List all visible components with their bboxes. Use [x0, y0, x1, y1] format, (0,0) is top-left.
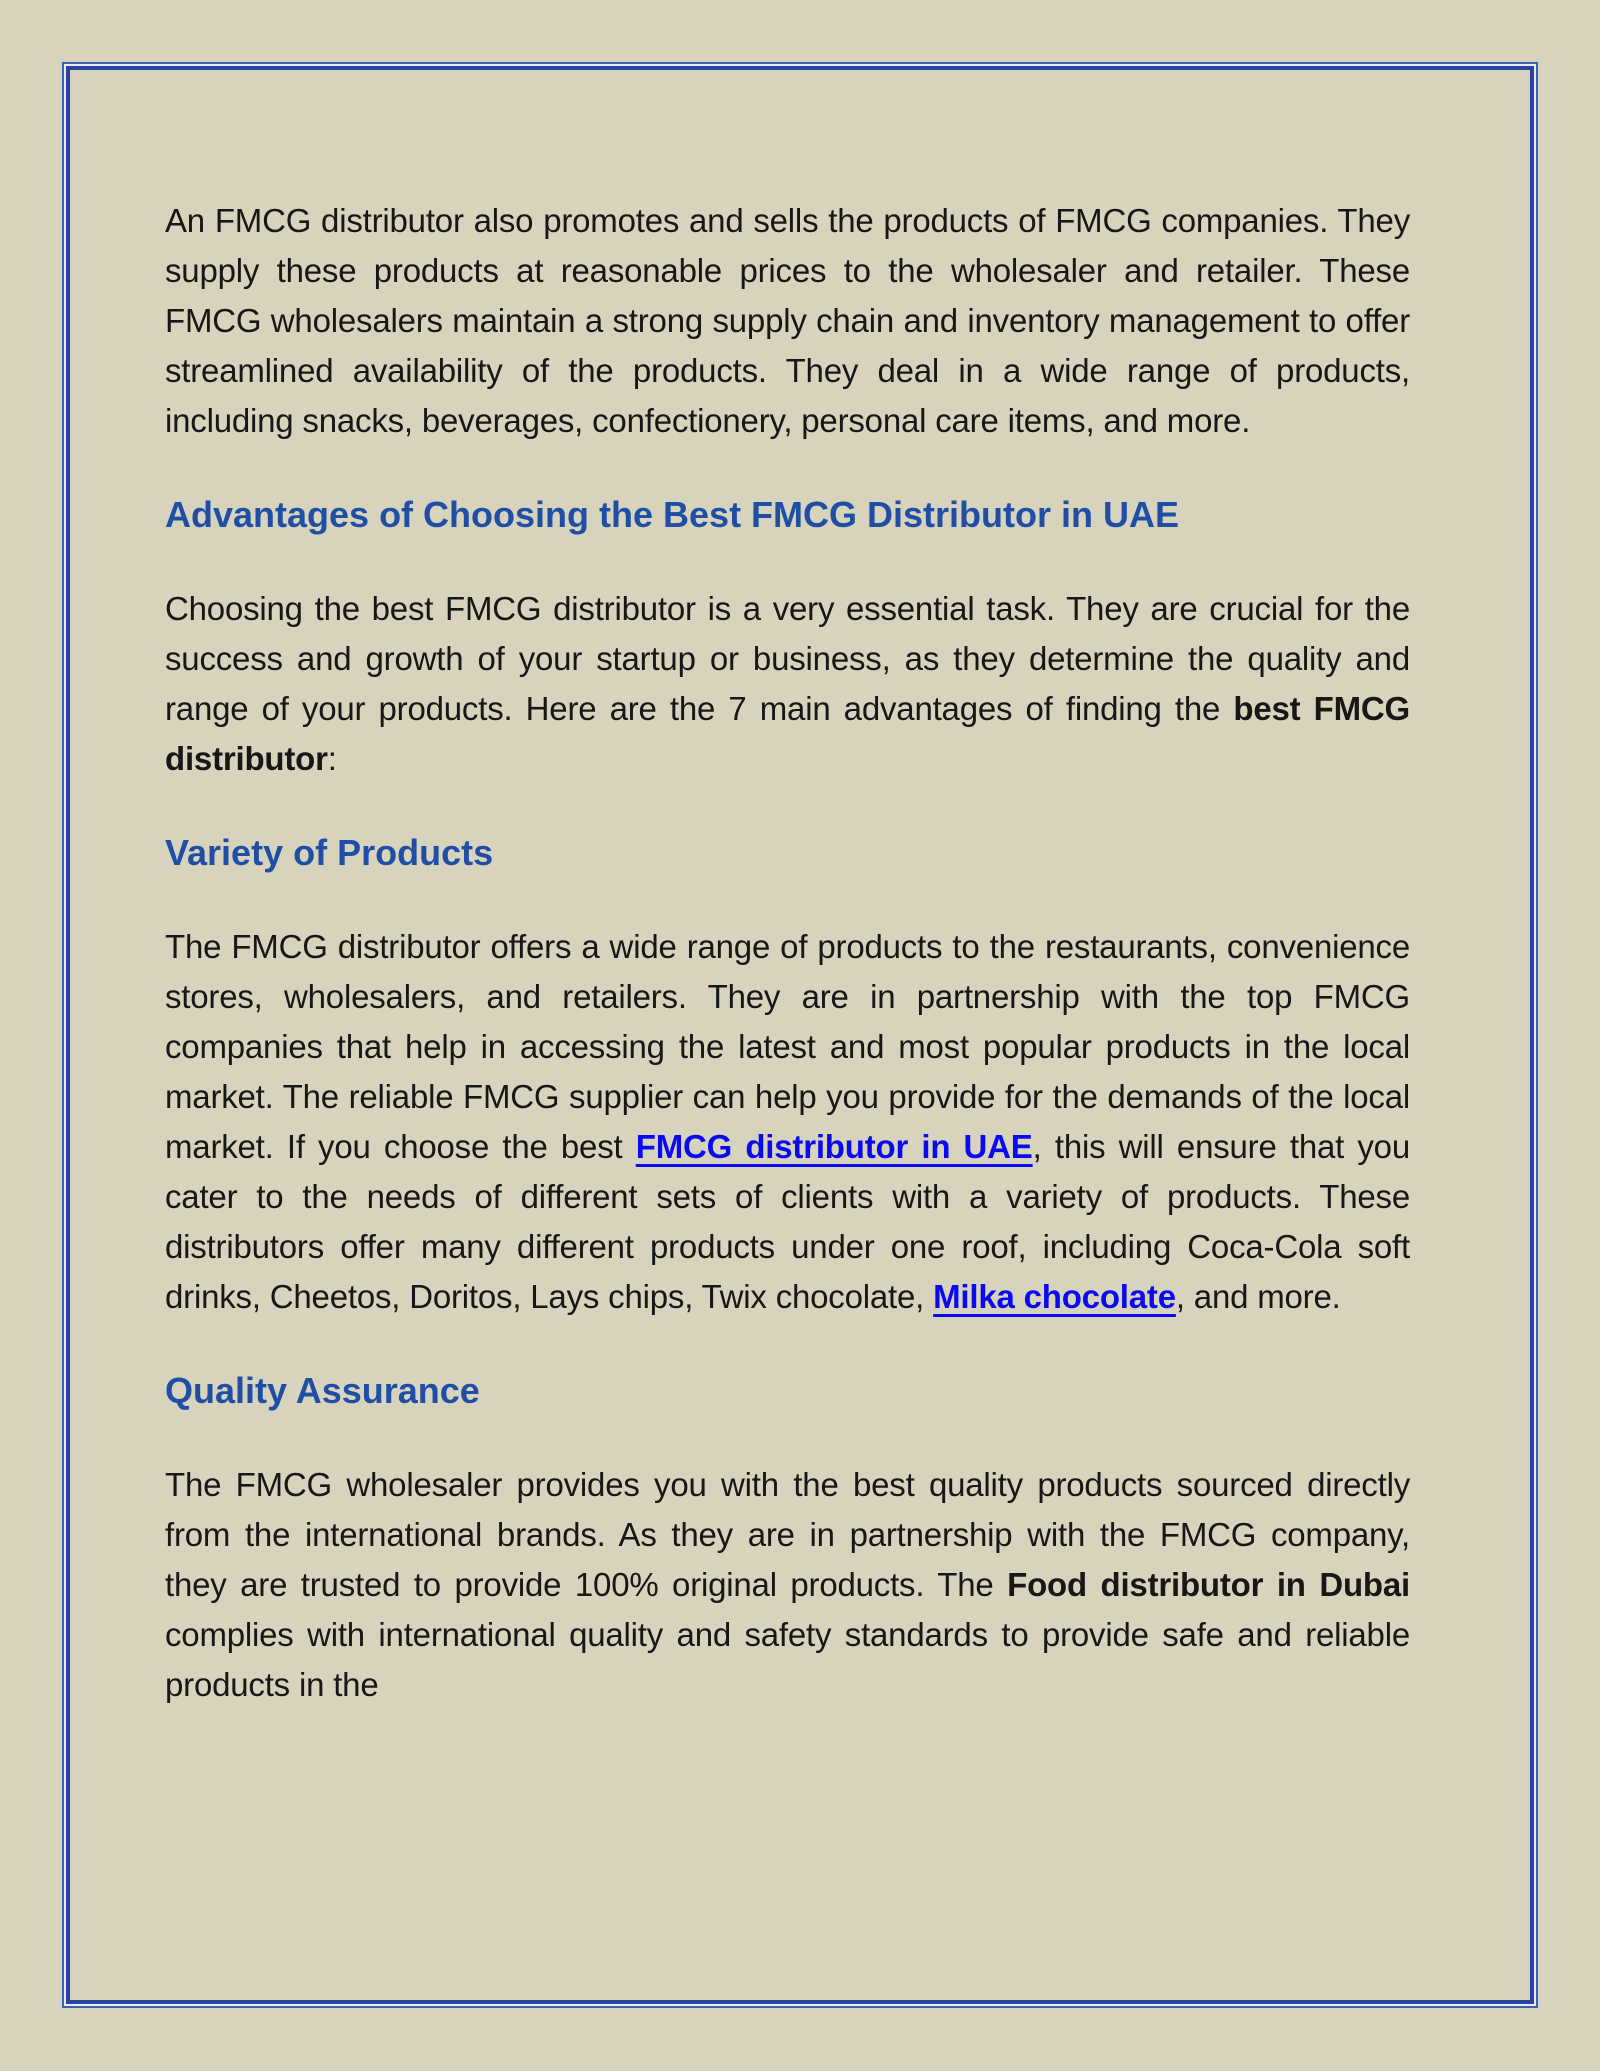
section-heading: Advantages of Choosing the Best FMCG Distributor in UAE	[165, 494, 1180, 535]
inline-link[interactable]: FMCG distributor in UAE	[635, 1128, 1033, 1165]
paragraph	[165, 1460, 1410, 1710]
paragraph	[165, 922, 1410, 1322]
page-border-outer	[62, 62, 1538, 2008]
text-run: The FMCG distributor offers a wide range of products to the restaurants, convenience stores, wholesalers, and retailers. They are in partnership with the top FMCG companies that help in accessing the latest and most popular products in the local market. The reliable FMCG supplier can help you provide for the demands of the local market. If you choose the best	[165, 928, 1410, 1165]
page-border-inner	[66, 66, 1534, 2004]
document-body	[70, 70, 1530, 2000]
section-heading: Quality Assurance	[165, 1370, 480, 1411]
text-run: , this will ensure that you cater to the needs of different sets of clients with a variety of products. These distributors offer many different products under one roof, including Coca-Cola soft drinks, Cheetos, Doritos, Lays chips, Twix chocolate,	[165, 1128, 1410, 1315]
bold-text: best FMCG distributor	[165, 690, 1410, 777]
paragraph	[165, 584, 1410, 784]
text-run: :	[327, 740, 337, 777]
text-run: The FMCG wholesaler provides you with the best quality products sourced directly from the international brands. As they are in partnership with the FMCG company, they are trusted to provide 100% original products. The	[165, 1466, 1410, 1603]
bold-text: Food distributor in Dubai	[1007, 1566, 1410, 1603]
text-run: , and more.	[1175, 1278, 1341, 1315]
text-run: complies with international quality and safety standards to provide safe and reliable products in the	[165, 1616, 1410, 1703]
paragraph	[165, 196, 1410, 446]
inline-link[interactable]: Milka chocolate	[933, 1278, 1176, 1315]
text-run: Choosing the best FMCG distributor is a very essential task. They are crucial for the success and growth of your startup or business, as they determine the quality and range of your products. Here are the 7 main advantages of finding the	[165, 590, 1410, 727]
text-run: An FMCG distributor also promotes and sells the products of FMCG companies. They supply these products at reasonable prices to the wholesaler and retailer. These FMCG wholesalers maintain a strong supply chain and inventory management to offer streamlined availability of the products. They deal in a wide range of products, including snacks, beverages, confectionery, personal care items, and more.	[165, 202, 1410, 439]
section-heading: Variety of Products	[165, 832, 494, 873]
